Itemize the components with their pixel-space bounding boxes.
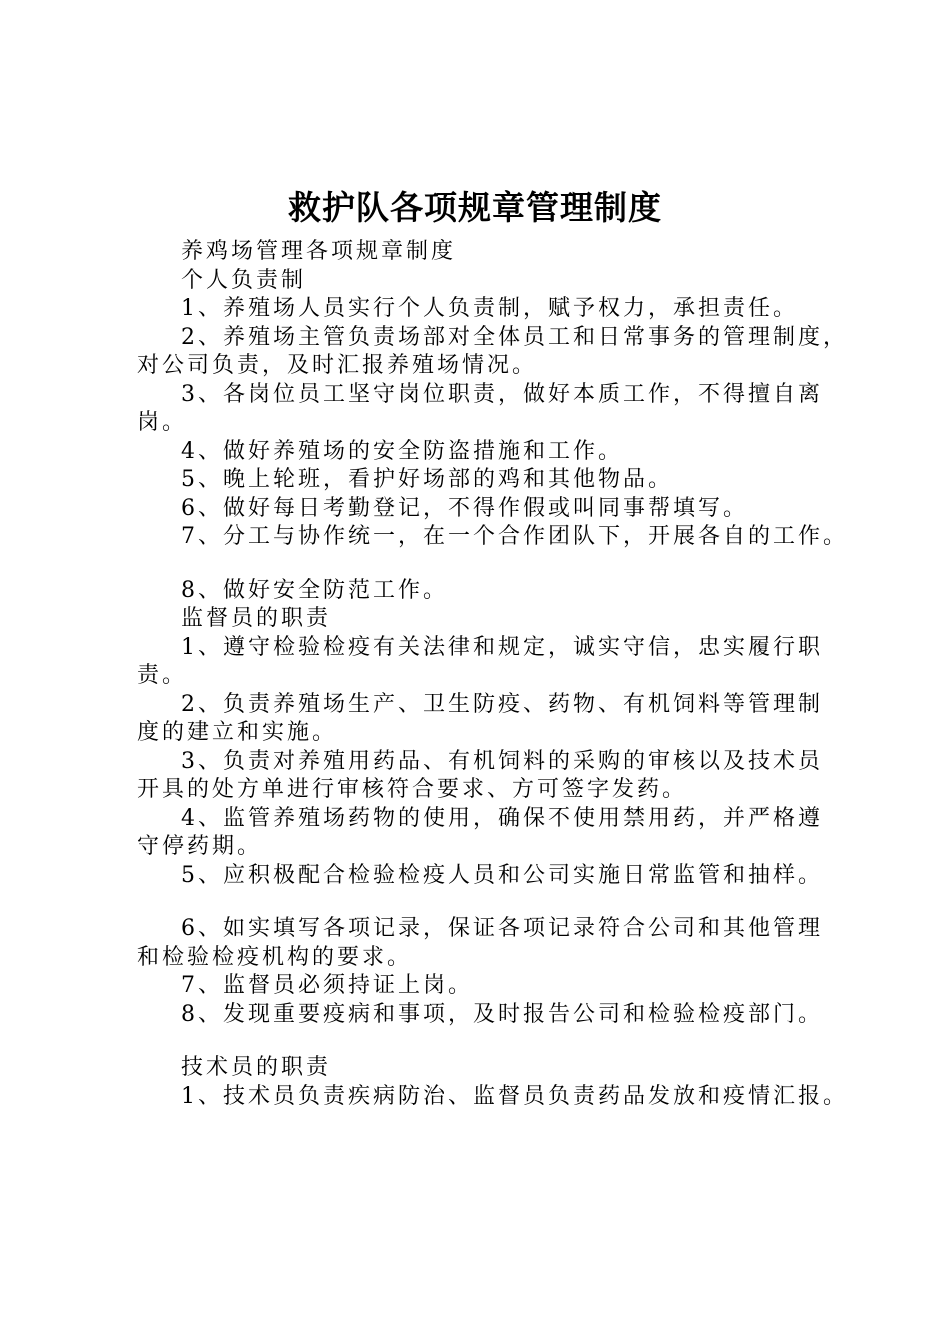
section-heading: 个人负责制 xyxy=(181,267,307,293)
paragraph-line: 7、监督员必须持证上岗。 xyxy=(181,973,473,998)
paragraph-line: 岗。 xyxy=(137,410,188,435)
paragraph-line: 7、分工与协作统一，在一个合作团队下，开展各自的工作。 xyxy=(181,524,848,549)
paragraph-line: 责。 xyxy=(137,663,188,688)
paragraph-line: 3、各岗位员工坚守岗位职责，做好本质工作，不得擅自离 xyxy=(181,381,823,407)
section-heading: 监督员的职责 xyxy=(181,606,332,631)
paragraph-line: 1、养殖场人员实行个人负责制，赋予权力，承担责任。 xyxy=(181,296,798,321)
document-title: 救护队各项规章管理制度 xyxy=(288,188,662,227)
paragraph-line: 开具的处方单进行审核符合要求、方可签字发药。 xyxy=(137,777,688,802)
document-body xyxy=(137,238,857,1111)
paragraph-line: 5、应积极配合检验检疫人员和公司实施日常监管和抽样。 xyxy=(181,862,823,888)
paragraph-line: 6、如实填写各项记录，保证各项记录符合公司和其他管理 xyxy=(181,916,823,941)
paragraph-line: 1、遵守检验检疫有关法律和规定，诚实守信，忠实履行职 xyxy=(181,634,823,660)
section-heading: 技术员的职责 xyxy=(181,1055,332,1080)
paragraph-line: 8、做好安全防范工作。 xyxy=(181,577,448,603)
paragraph-line: 5、晚上轮班，看护好场部的鸡和其他物品。 xyxy=(181,467,673,492)
paragraph-line: 4、做好养殖场的安全防盗措施和工作。 xyxy=(181,438,623,464)
paragraph-line: 8、发现重要疫病和事项，及时报告公司和检验检疫部门。 xyxy=(181,1001,823,1027)
paragraph-line: 6、做好每日考勤登记，不得作假或叫同事帮填写。 xyxy=(181,495,748,521)
blank-line xyxy=(137,552,857,577)
paragraph-line: 3、负责对养殖用药品、有机饲料的采购的审核以及技术员 xyxy=(181,748,823,774)
paragraph-line: 1、技术员负责疾病防治、监督员负责药品发放和疫情汇报。 xyxy=(181,1083,848,1109)
paragraph-line: 对公司负责，及时汇报养殖场情况。 xyxy=(137,353,538,378)
paragraph-line: 养鸡场管理各项规章制度 xyxy=(181,239,457,264)
paragraph-line: 度的建立和实施。 xyxy=(137,720,338,745)
paragraph-line: 2、负责养殖场生产、卫生防疫、药物、有机饲料等管理制 xyxy=(181,691,823,717)
paragraph-line: 和检验检疫机构的要求。 xyxy=(137,944,413,970)
paragraph-line: 4、监管养殖场药物的使用，确保不使用禁用药，并严格遵 xyxy=(181,805,823,831)
blank-line xyxy=(137,890,857,915)
blank-line xyxy=(137,1029,857,1054)
paragraph-line: 守停药期。 xyxy=(137,834,263,859)
paragraph-line: 2、养殖场主管负责场部对全体员工和日常事务的管理制度， xyxy=(181,324,848,350)
